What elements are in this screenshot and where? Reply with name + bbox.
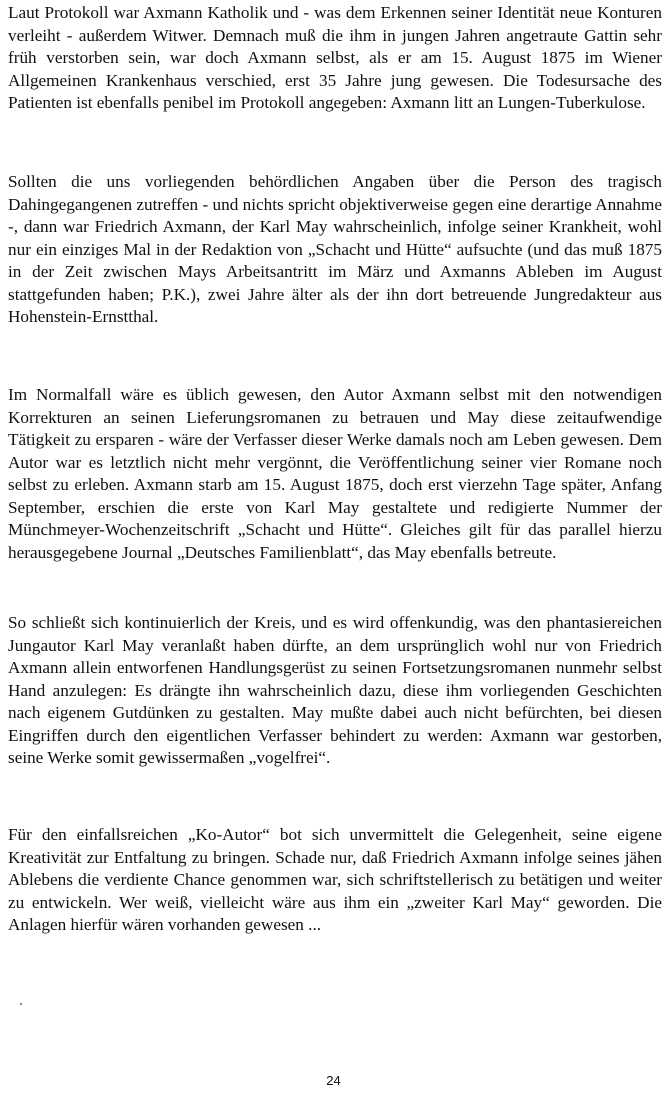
paragraph-circle-closes: So schließt sich kontinuierlich der Kreis, und es wird offenkundig, was den phantasiereichen Jungautor Karl May veranlaßt haben dürfte, an dem ursprünglich wohl nur von Friedrich Axmann allein entworfenen Handlungsgerüst zu seinen Fortsetzungsromanen nunmehr selbst Hand anzulegen: Es drängte ihn wahrscheinlich dazu, diese ihm vorliegenden Geschichten nach eigenem Gutdünken zu gestalten. May mußte dabei auch nicht befürchten, bei diesen Eingriffen durch den eigentlichen Verfasser behindert zu werden: Axmann war gestorben, seine Werke somit gewissermaßen „vogelfrei“. <box>8 613 662 767</box>
paragraph-death-record: Laut Protokoll war Axmann Katholik und - was dem Erkennen seiner Identität neue Konturen verleiht - außerdem Witwer. Demnach muß die ihm in jungen Jahren angetraute Gattin sehr früh verstorben sein, war doch Axmann selbst, als er am 15. August 1875 im Wiener Allgemeinen Krankenhaus verschied, erst 35 Jahre jung gewesen. Die Todesursache des Patienten ist ebenfalls penibel im Protokoll angegeben: Axmann litt an Lungen-Tuberkulose. <box>8 3 662 112</box>
paragraph-co-author: Für den einfallsreichen „Ko-Autor“ bot sich unvermittelt die Gelegenheit, seine eigene Kreativität zur Entfaltung zu bringen. Schade nur, daß Friedrich Axmann infolge seines jähen Ablebens die verdiente Chance genommen war, sich schriftstellerisch zu betätigen und weiter zu entwickeln. Wer weiß, vielleicht wäre aus ihm ein „zweiter Karl May“ geworden. Die Anlagen hierfür wären vorhanden gewesen ... <box>8 825 662 934</box>
paragraph-normal-case: Im Normalfall wäre es üblich gewesen, den Autor Axmann selbst mit den notwendigen Korrekturen an seinen Lieferungsromanen zu betrauen und May diese zeitaufwendige Tätigkeit zu ersparen - wäre der Verfasser dieser Werke damals noch am Leben gewesen. Dem Autor war es letztlich nicht mehr vergönnt, die Veröffentlichung seiner vier Romane noch selbst zu erleben. Axmann starb am 15. August 1875, doch erst vierzehn Tage später, Anfang September, erschien die erste von Karl May gestaltete und redigierte Nummer der Münchmeyer-Wochenzeitschrift „Schacht und Hütte“. Gleiches gilt für das parallel hierzu herausgegebene Journal „Deutsches Familienblatt“, das May ebenfalls betreute. <box>8 385 662 562</box>
paragraph-axmann-visit: Sollten die uns vorliegenden behördlichen Angaben über die Person des tragisch Dahingegangenen zutreffen - und nichts spricht objektiverweise gegen eine derartige Annahme -, dann war Friedrich Axmann, der Karl May wahrscheinlich, infolge seiner Krankheit, wohl nur ein einziges Mal in der Redaktion von „Schacht und Hütte“ aufsuchte (und das muß 1875 in der Zeit zwischen Mays Arbeitsantritt im März und Axmanns Ableben im August stattgefunden haben; P.K.), zwei Jahre älter als der ihn dort betreuende Jungredakteur aus Hohenstein-Ernstthal. <box>8 172 662 326</box>
page-number: 24 <box>326 1073 341 1088</box>
scan-speck <box>20 1003 22 1005</box>
